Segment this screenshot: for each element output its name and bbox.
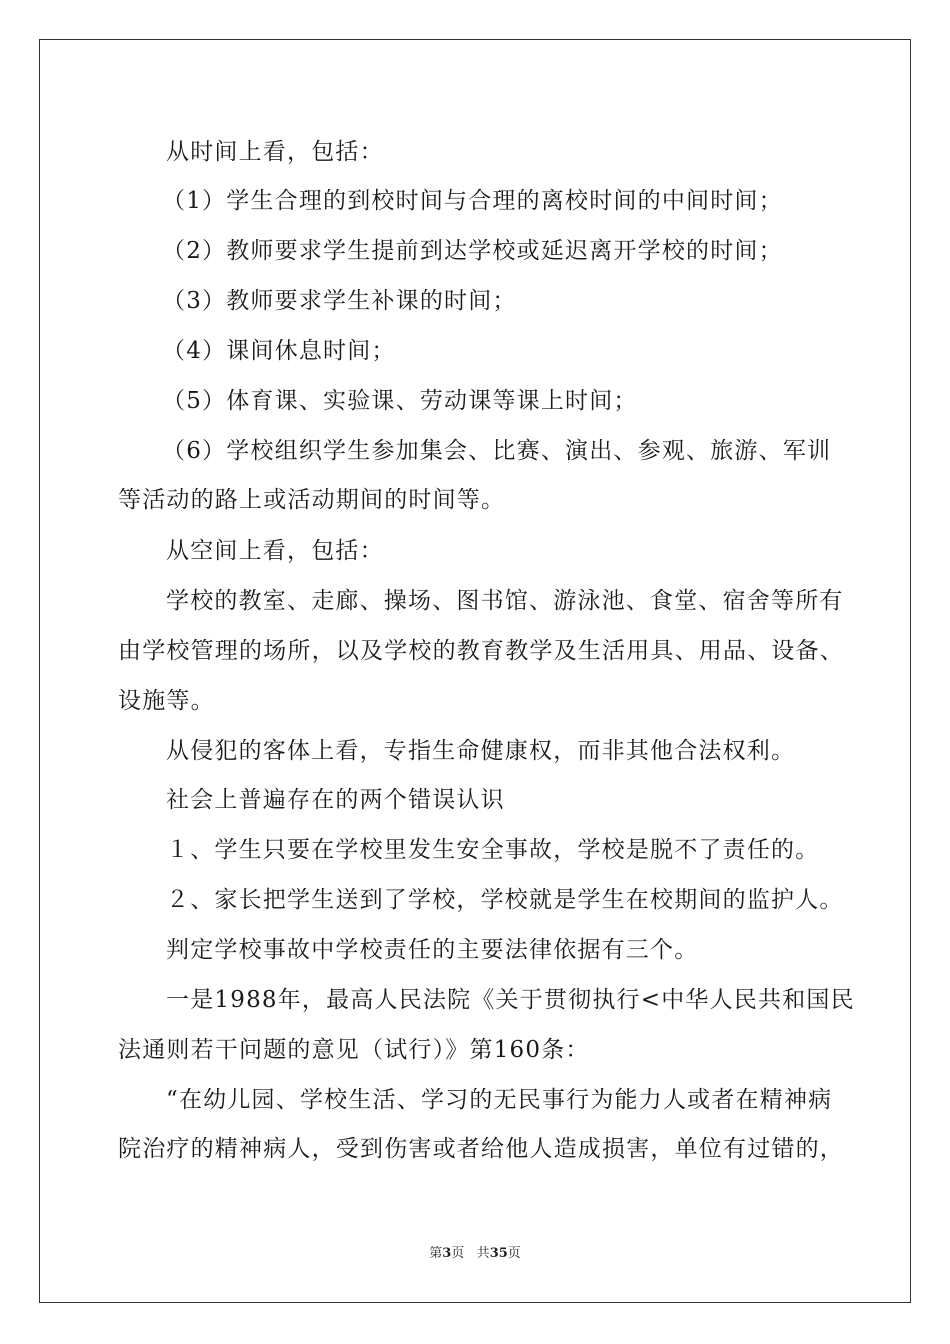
page-number: 3 [442,1246,452,1261]
text-line: 法通则若干问题的意见（试行）》第160条： [118,1037,590,1063]
text-line: 学校的教室、走廊、操场、图书馆、游泳池、食堂、宿舍等所有 [166,588,844,614]
text-line: 一是1988年，最高人民法院《关于贯彻执行<中华人民共和国民 [166,987,855,1013]
text-line: （6）学校组织学生参加集会、比赛、演出、参观、旅游、军训 [162,438,832,464]
page-suffix: 页 [451,1246,465,1261]
page-footer [0,1245,950,1263]
text-line: 等活动的路上或活动期间的时间等。 [118,487,506,513]
page-prefix: 第 [429,1246,443,1261]
text-line: 从时间上看，包括： [166,139,384,165]
text-line: 社会上普遍存在的两个错误认识 [166,787,505,813]
text-line: ２、家长把学生送到了学校，学校就是学生在校期间的监护人。 [166,887,844,913]
text-line: 院治疗的精神病人，受到伤害或者给他人造成损害，单位有过错的， [118,1136,844,1162]
text-line: １、学生只要在学校里发生安全事故，学校是脱不了责任的。 [166,837,820,863]
text-line: （3）教师要求学生补课的时间； [162,288,517,314]
text-line: 设施等。 [118,688,215,714]
text-line: （4）课间休息时间； [162,338,396,364]
text-line: （5）体育课、实验课、劳动课等课上时间； [162,388,638,414]
total-prefix: 共 [476,1246,490,1261]
text-line: （1）学生合理的到校时间与合理的离校时间的中间时间； [162,188,783,214]
text-line: （2）教师要求学生提前到达学校或延迟离开学校的时间； [162,238,783,264]
text-line: “在幼儿园、学校生活、学习的无民事行为能力人或者在精神病 [166,1087,833,1113]
text-line: 从侵犯的客体上看，专指生命健康权，而非其他合法权利。 [166,738,796,764]
text-line: 由学校管理的场所，以及学校的教育教学及生活用具、用品、设备、 [118,638,844,664]
text-line: 判定学校事故中学校责任的主要法律依据有三个。 [166,937,699,963]
total-pages: 35 [489,1246,508,1261]
total-suffix: 页 [507,1246,521,1261]
text-line: 从空间上看，包括： [166,538,384,564]
